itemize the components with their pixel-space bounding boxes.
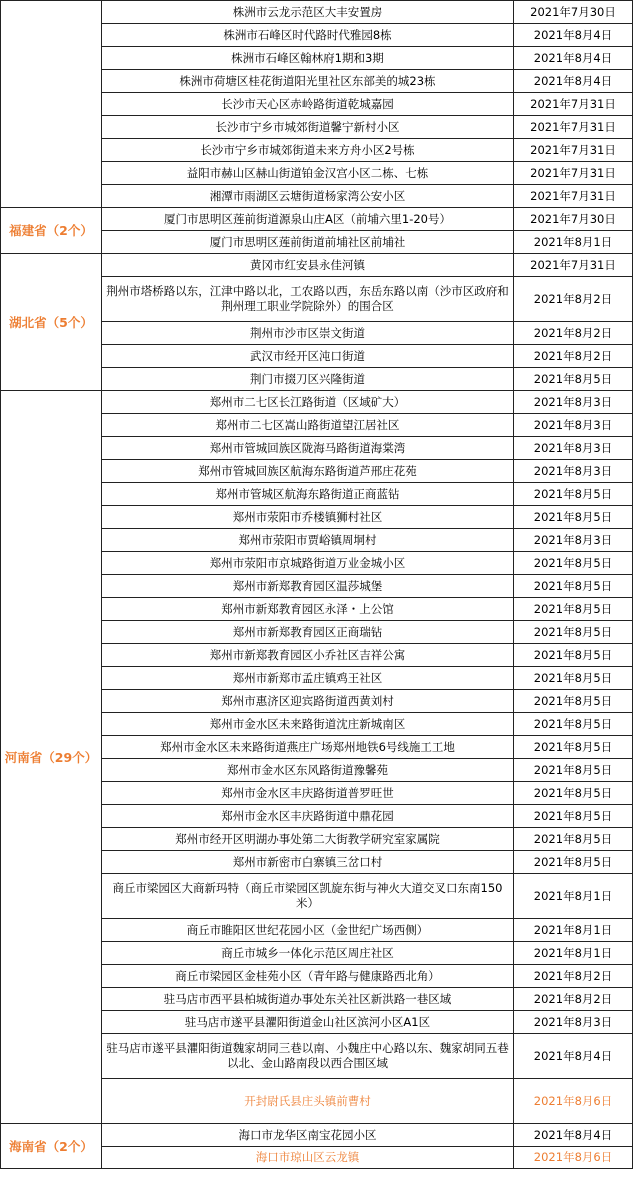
area-cell: 郑州市荥阳市京城路街道万业金城小区 [102,552,514,575]
area-cell: 商丘市睢阳区世纪花园小区（金世纪广场西侧） [102,919,514,942]
area-cell: 郑州市管城回族区陇海马路街道海棠湾 [102,437,514,460]
date-cell: 2021年8月6日 [514,1079,633,1124]
area-cell: 湘潭市雨湖区云塘街道杨家湾公安小区 [102,185,514,208]
area-cell: 郑州市新郑市孟庄镇鸡王社区 [102,667,514,690]
area-cell: 开封尉氏县庄头镇前曹村 [102,1079,514,1124]
area-cell: 厦门市思明区莲前街道前埔社区前埔社 [102,231,514,254]
date-cell: 2021年7月31日 [514,162,633,185]
area-cell: 郑州市金水区丰庆路街道中鼎花园 [102,805,514,828]
area-cell: 郑州市经开区明湖办事处第二大街教学研究室家属院 [102,828,514,851]
table-row [1,208,633,231]
area-cell: 郑州市新郑教育园区温莎城堡 [102,575,514,598]
area-cell: 郑州市新郑教育园区小乔社区吉祥公寓 [102,644,514,667]
date-cell: 2021年8月4日 [514,1034,633,1079]
area-cell: 海口市龙华区南宝花园小区 [102,1124,514,1147]
date-cell: 2021年8月3日 [514,437,633,460]
area-cell: 郑州市金水区东风路街道豫馨苑 [102,759,514,782]
date-cell: 2021年7月31日 [514,116,633,139]
date-cell: 2021年8月2日 [514,988,633,1011]
date-cell: 2021年8月5日 [514,598,633,621]
date-cell: 2021年8月5日 [514,851,633,874]
area-cell: 商丘市梁园区大商新玛特（商丘市梁园区凯旋东街与神火大道交叉口东南150米） [102,874,514,919]
area-cell: 武汉市经开区沌口街道 [102,345,514,368]
date-cell: 2021年8月5日 [514,713,633,736]
date-cell: 2021年7月31日 [514,93,633,116]
area-cell: 长沙市宁乡市城郊街道未来方舟小区2号栋 [102,139,514,162]
date-cell: 2021年8月5日 [514,690,633,713]
area-cell: 株洲市石峰区翰林府1期和3期 [102,47,514,70]
area-cell: 郑州市惠济区迎宾路街道西黄刘村 [102,690,514,713]
province-cell: 海南省（2个） [1,1124,102,1169]
date-cell: 2021年8月5日 [514,644,633,667]
date-cell: 2021年8月1日 [514,919,633,942]
date-cell: 2021年8月2日 [514,965,633,988]
area-cell: 荆门市掇刀区兴隆街道 [102,368,514,391]
area-cell: 益阳市赫山区赫山街道铂金汉宫小区二栋、七栋 [102,162,514,185]
area-cell: 郑州市新密市白寨镇三岔口村 [102,851,514,874]
area-cell: 商丘市城乡一体化示范区周庄社区 [102,942,514,965]
date-cell: 2021年7月31日 [514,139,633,162]
date-cell: 2021年8月2日 [514,322,633,345]
area-cell: 郑州市二七区长江路街道（区域矿大） [102,391,514,414]
area-cell: 荆州市沙市区崇文街道 [102,322,514,345]
date-cell: 2021年8月3日 [514,414,633,437]
area-cell: 郑州市管城区航海东路街道正商蓝钻 [102,483,514,506]
area-cell: 郑州市管城回族区航海东路街道芦邢庄花苑 [102,460,514,483]
date-cell: 2021年8月5日 [514,828,633,851]
area-cell: 株洲市云龙示范区大丰安置房 [102,1,514,24]
province-cell: 湖北省（5个） [1,254,102,391]
area-cell: 厦门市思明区莲前街道源泉山庄A区（前埔六里1-20号） [102,208,514,231]
province-cell [1,1,102,208]
area-cell: 商丘市梁园区金桂苑小区（青年路与健康路西北角） [102,965,514,988]
area-cell: 郑州市金水区未来路街道燕庄广场郑州地铁6号线施工工地 [102,736,514,759]
date-cell: 2021年8月4日 [514,1124,633,1147]
date-cell: 2021年8月4日 [514,24,633,47]
date-cell: 2021年8月3日 [514,1011,633,1034]
date-cell: 2021年8月3日 [514,391,633,414]
date-cell: 2021年8月4日 [514,70,633,93]
area-cell: 郑州市荥阳市贾峪镇周垌村 [102,529,514,552]
table-row [1,1124,633,1147]
date-cell: 2021年8月1日 [514,942,633,965]
table-row [1,1,633,24]
date-cell: 2021年8月5日 [514,805,633,828]
area-cell: 驻马店市遂平县灈阳街道魏家胡同三巷以南、小魏庄中心路以东、魏家胡同五巷以北、金山路南段以西合围区域 [102,1034,514,1079]
date-cell: 2021年8月2日 [514,345,633,368]
date-cell: 2021年8月5日 [514,782,633,805]
area-cell: 驻马店市西平县柏城街道办事处东关社区新洪路一巷区域 [102,988,514,1011]
area-cell: 长沙市宁乡市城郊街道馨宁新村小区 [102,116,514,139]
date-cell: 2021年8月3日 [514,529,633,552]
area-cell: 驻马店市遂平县灈阳街道金山社区滨河小区A1区 [102,1011,514,1034]
area-cell: 郑州市新郑教育园区永泽・上公馆 [102,598,514,621]
date-cell: 2021年8月5日 [514,736,633,759]
province-cell: 河南省（29个） [1,391,102,1124]
date-cell: 2021年8月5日 [514,575,633,598]
date-cell: 2021年8月6日 [514,1147,633,1169]
date-cell: 2021年8月4日 [514,47,633,70]
date-cell: 2021年8月5日 [514,552,633,575]
area-cell: 海口市琼山区云龙镇 [102,1147,514,1169]
date-cell: 2021年8月5日 [514,506,633,529]
date-cell: 2021年7月31日 [514,254,633,277]
date-cell: 2021年8月5日 [514,483,633,506]
date-cell: 2021年8月1日 [514,874,633,919]
area-cell: 株洲市石峰区时代路时代雅园8栋 [102,24,514,47]
date-cell: 2021年7月30日 [514,208,633,231]
date-cell: 2021年8月2日 [514,277,633,322]
area-cell: 郑州市荥阳市乔楼镇狮村社区 [102,506,514,529]
date-cell: 2021年8月1日 [514,231,633,254]
area-cell: 郑州市金水区未来路街道沈庄新城南区 [102,713,514,736]
date-cell: 2021年7月31日 [514,185,633,208]
area-cell: 荆州市塔桥路以东，江津中路以北，工农路以西，东岳东路以南（沙市区政府和荆州理工职业学院除外）的围合区 [102,277,514,322]
date-cell: 2021年7月30日 [514,1,633,24]
table-body [1,1,633,1169]
date-cell: 2021年8月5日 [514,621,633,644]
area-cell: 株洲市荷塘区桂花街道阳光里社区东部美的城23栋 [102,70,514,93]
date-cell: 2021年8月5日 [514,368,633,391]
date-cell: 2021年8月3日 [514,460,633,483]
date-cell: 2021年8月5日 [514,759,633,782]
area-cell: 郑州市新郑教育园区正商瑞钻 [102,621,514,644]
table-row [1,254,633,277]
area-cell: 黄冈市红安县永佳河镇 [102,254,514,277]
table-row [1,391,633,414]
date-cell: 2021年8月5日 [514,667,633,690]
area-cell: 郑州市金水区丰庆路街道普罗旺世 [102,782,514,805]
area-cell: 长沙市天心区赤岭路街道乾城嘉园 [102,93,514,116]
province-cell: 福建省（2个） [1,208,102,254]
area-cell: 郑州市二七区嵩山路街道望江居社区 [102,414,514,437]
